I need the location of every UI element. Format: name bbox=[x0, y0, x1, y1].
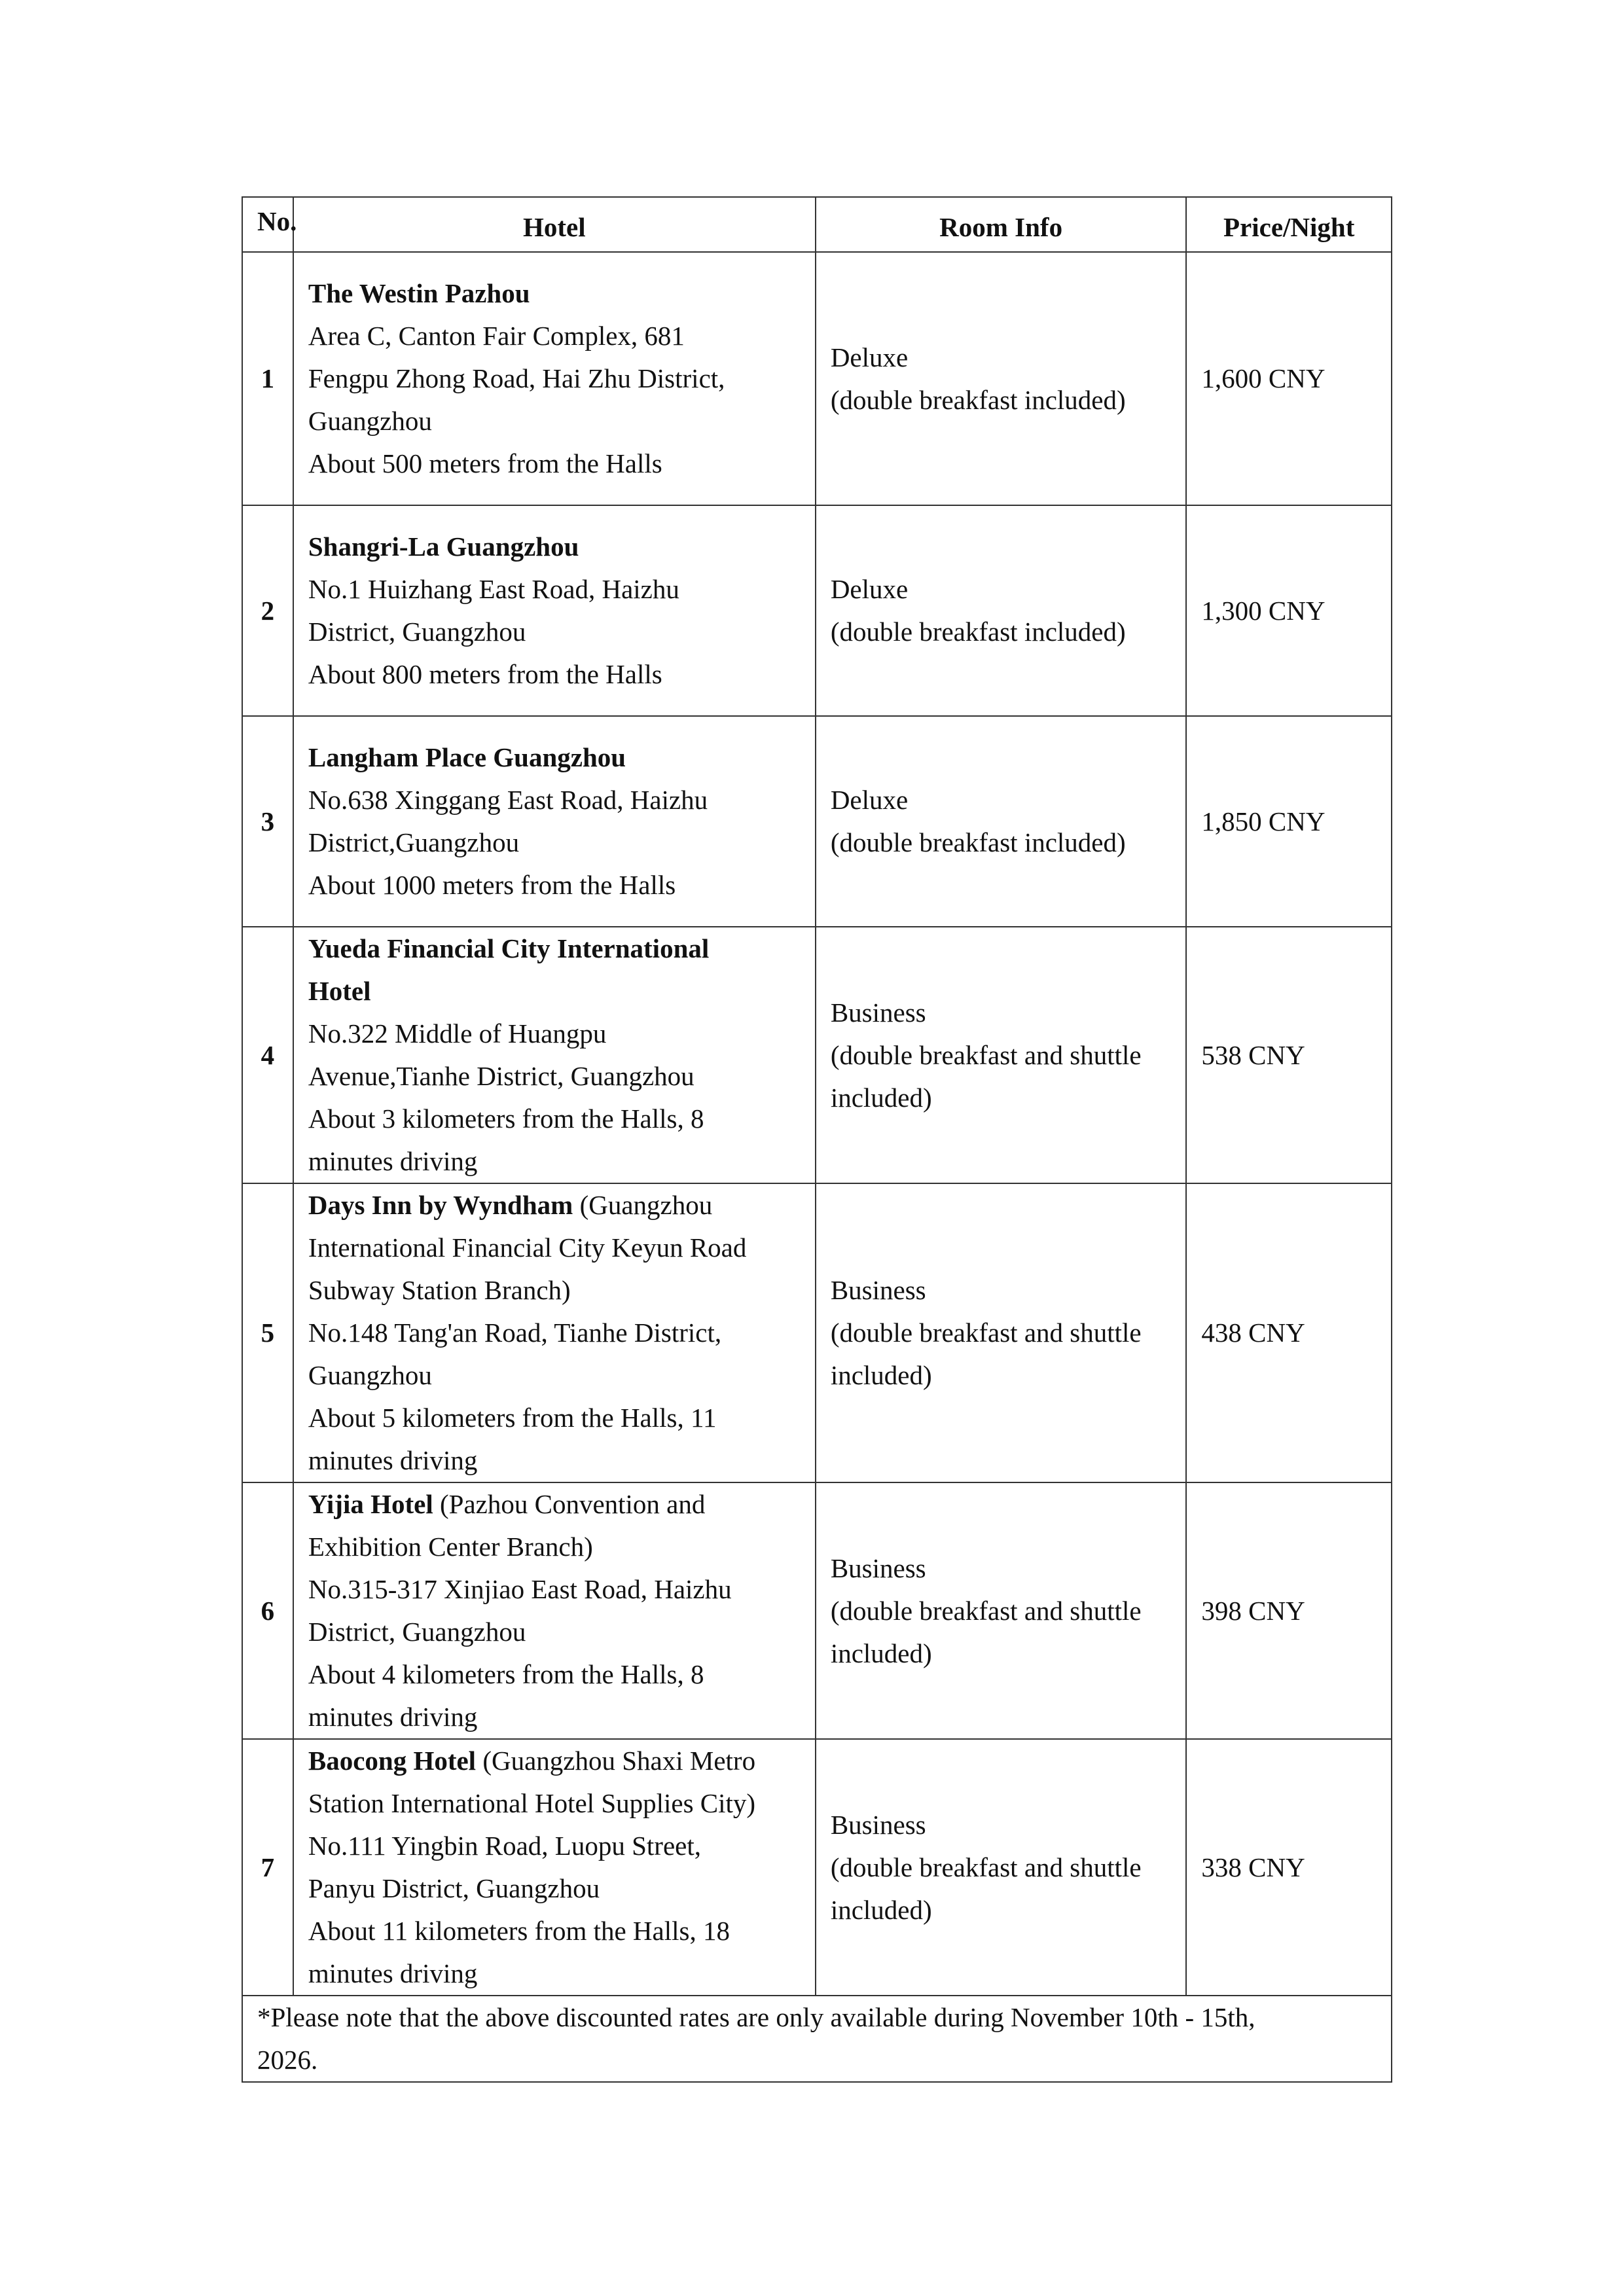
room-info-cell bbox=[816, 252, 1187, 505]
room-info-line: (double breakfast included) bbox=[830, 384, 1126, 415]
room-info-line: (double breakfast and shuttle bbox=[830, 1852, 1142, 1882]
price-value: 398 CNY bbox=[1201, 1595, 1305, 1626]
hotel-detail-line: About 500 meters from the Halls bbox=[308, 448, 662, 478]
room-info-line: Business bbox=[830, 1275, 926, 1305]
room-info-cell bbox=[816, 1183, 1187, 1482]
room-info-line: Deluxe bbox=[830, 785, 909, 815]
price-cell bbox=[1186, 1183, 1392, 1482]
room-info-line: included) bbox=[830, 1894, 932, 1925]
hotel-detail-line: minutes driving bbox=[308, 1702, 478, 1732]
price-value: 1,600 CNY bbox=[1201, 363, 1326, 393]
row-number: 7 bbox=[242, 1739, 293, 1996]
room-info-line: Deluxe bbox=[830, 574, 909, 604]
note-line: 2026. bbox=[257, 2045, 318, 2075]
hotel-cell bbox=[293, 252, 816, 505]
hotel-name: The Westin Pazhou bbox=[308, 278, 530, 308]
hotel-detail-line: About 3 kilometers from the Halls, 8 bbox=[308, 1103, 704, 1134]
hotel-name: Yueda Financial City International bbox=[308, 933, 710, 963]
hotel-detail-line: About 4 kilometers from the Halls, 8 bbox=[308, 1659, 704, 1689]
hotel-name-line bbox=[308, 253, 801, 315]
price-value: 438 CNY bbox=[1201, 1318, 1305, 1348]
hotel-name: Baocong Hotel bbox=[308, 1746, 477, 1776]
room-info-line: Business bbox=[830, 997, 926, 1028]
hotel-cell bbox=[293, 1183, 816, 1482]
price-value: 1,300 CNY bbox=[1201, 595, 1326, 626]
hotel-detail-line: No.322 Middle of Huangpu bbox=[308, 1018, 607, 1049]
table-row bbox=[242, 716, 1392, 927]
hotel-detail-line: No.148 Tang'an Road, Tianhe District, bbox=[308, 1318, 722, 1348]
room-info-line: Business bbox=[830, 1809, 926, 1840]
hotel-detail-line: About 5 kilometers from the Halls, 11 bbox=[308, 1403, 717, 1433]
room-info-cell bbox=[816, 505, 1187, 716]
hotel-detail-line: Area C, Canton Fair Complex, 681 bbox=[308, 321, 685, 351]
header-hotel: Hotel bbox=[293, 197, 816, 252]
price-cell bbox=[1186, 1482, 1392, 1739]
hotel-detail-line: No.315-317 Xinjiao East Road, Haizhu bbox=[308, 1574, 732, 1604]
row-number: 3 bbox=[242, 716, 293, 927]
hotel-detail-line: Exhibition Center Branch) bbox=[308, 1532, 593, 1562]
hotel-name-line bbox=[308, 1184, 801, 1227]
row-number: 6 bbox=[242, 1482, 293, 1739]
hotel-detail-line: About 11 kilometers from the Halls, 18 bbox=[308, 1916, 730, 1946]
hotel-detail-line: District, Guangzhou bbox=[308, 1617, 526, 1647]
hotel-detail-line: Avenue,Tianhe District, Guangzhou bbox=[308, 1061, 695, 1091]
price-cell bbox=[1186, 716, 1392, 927]
hotel-branch: (Guangzhou Shaxi Metro bbox=[476, 1746, 756, 1776]
hotel-detail-line: minutes driving bbox=[308, 1146, 478, 1176]
room-info-cell bbox=[816, 927, 1187, 1183]
room-info-line: Business bbox=[830, 1552, 926, 1583]
price-cell bbox=[1186, 927, 1392, 1183]
table-header-row bbox=[242, 197, 1392, 252]
header-room-info: Room Info bbox=[816, 197, 1187, 252]
note-row bbox=[242, 1996, 1392, 2082]
hotel-name: Days Inn by Wyndham bbox=[308, 1190, 573, 1220]
hotel-detail-line: District, Guangzhou bbox=[308, 617, 526, 647]
hotel-detail-line: Guangzhou bbox=[308, 406, 432, 436]
hotel-detail-line: About 800 meters from the Halls bbox=[308, 659, 662, 689]
hotel-cell bbox=[293, 1482, 816, 1739]
table-row bbox=[242, 505, 1392, 716]
hotel-cell bbox=[293, 927, 816, 1183]
hotel-detail-line: Guangzhou bbox=[308, 1360, 432, 1390]
table-row bbox=[242, 1183, 1392, 1482]
hotel-detail-line: No.638 Xinggang East Road, Haizhu bbox=[308, 785, 708, 815]
note-line: *Please note that the above discounted rates are only available during November 10th - 15th, bbox=[257, 2002, 1255, 2032]
table-row bbox=[242, 927, 1392, 1183]
hotel-detail-line: Station International Hotel Supplies City) bbox=[308, 1788, 756, 1818]
table-row bbox=[242, 252, 1392, 505]
price-value: 1,850 CNY bbox=[1201, 806, 1326, 836]
hotel-detail-line: District,Guangzhou bbox=[308, 827, 520, 857]
table-row bbox=[242, 1482, 1392, 1739]
room-info-line: Deluxe bbox=[830, 342, 909, 372]
hotel-name: Shangri-La Guangzhou bbox=[308, 531, 579, 562]
hotel-rates-table bbox=[242, 196, 1392, 2083]
price-value: 338 CNY bbox=[1201, 1852, 1305, 1882]
row-number: 4 bbox=[242, 927, 293, 1183]
price-cell bbox=[1186, 1739, 1392, 1996]
rate-availability-note bbox=[242, 1996, 1392, 2082]
hotel-branch: (Pazhou Convention and bbox=[433, 1489, 706, 1519]
hotel-name-line bbox=[308, 1740, 801, 1782]
hotel-name: Yijia Hotel bbox=[308, 1489, 433, 1519]
hotel-name: Langham Place Guangzhou bbox=[308, 742, 626, 772]
row-number: 2 bbox=[242, 505, 293, 716]
room-info-cell bbox=[816, 716, 1187, 927]
room-info-line: (double breakfast and shuttle bbox=[830, 1039, 1142, 1070]
hotel-detail-line: minutes driving bbox=[308, 1958, 478, 1988]
hotel-detail-line: Panyu District, Guangzhou bbox=[308, 1873, 600, 1903]
hotel-name-line bbox=[308, 717, 801, 779]
room-info-line: (double breakfast included) bbox=[830, 827, 1126, 857]
hotel-detail-line: minutes driving bbox=[308, 1445, 478, 1475]
hotel-detail-line: Fengpu Zhong Road, Hai Zhu District, bbox=[308, 363, 725, 393]
hotel-detail-line: No.1 Huizhang East Road, Haizhu bbox=[308, 574, 679, 604]
price-cell bbox=[1186, 505, 1392, 716]
room-info-cell bbox=[816, 1482, 1187, 1739]
row-number: 5 bbox=[242, 1183, 293, 1482]
hotel-name-line bbox=[308, 927, 801, 970]
hotel-detail-line: About 1000 meters from the Halls bbox=[308, 870, 676, 900]
header-no: No. bbox=[242, 197, 293, 252]
header-price-night: Price/Night bbox=[1186, 197, 1392, 252]
room-info-cell bbox=[816, 1739, 1187, 1996]
hotel-cell bbox=[293, 505, 816, 716]
price-value: 538 CNY bbox=[1201, 1039, 1305, 1070]
hotel-detail-line: No.111 Yingbin Road, Luopu Street, bbox=[308, 1831, 701, 1861]
room-info-line: included) bbox=[830, 1082, 932, 1113]
table-row bbox=[242, 1739, 1392, 1996]
hotel-cell bbox=[293, 716, 816, 927]
room-info-line: included) bbox=[830, 1638, 932, 1668]
hotel-branch: (Guangzhou bbox=[573, 1190, 713, 1220]
row-number: 1 bbox=[242, 252, 293, 505]
hotel-cell bbox=[293, 1739, 816, 1996]
room-info-line: (double breakfast and shuttle bbox=[830, 1318, 1142, 1348]
hotel-name-continued: Hotel bbox=[308, 976, 371, 1006]
price-cell bbox=[1186, 252, 1392, 505]
hotel-detail-line: International Financial City Keyun Road bbox=[308, 1232, 747, 1263]
hotel-detail-line: Subway Station Branch) bbox=[308, 1275, 571, 1305]
room-info-line: (double breakfast and shuttle bbox=[830, 1595, 1142, 1626]
room-info-line: included) bbox=[830, 1360, 932, 1390]
room-info-line: (double breakfast included) bbox=[830, 617, 1126, 647]
hotel-name-line bbox=[308, 506, 801, 568]
hotel-name-line bbox=[308, 1483, 801, 1526]
